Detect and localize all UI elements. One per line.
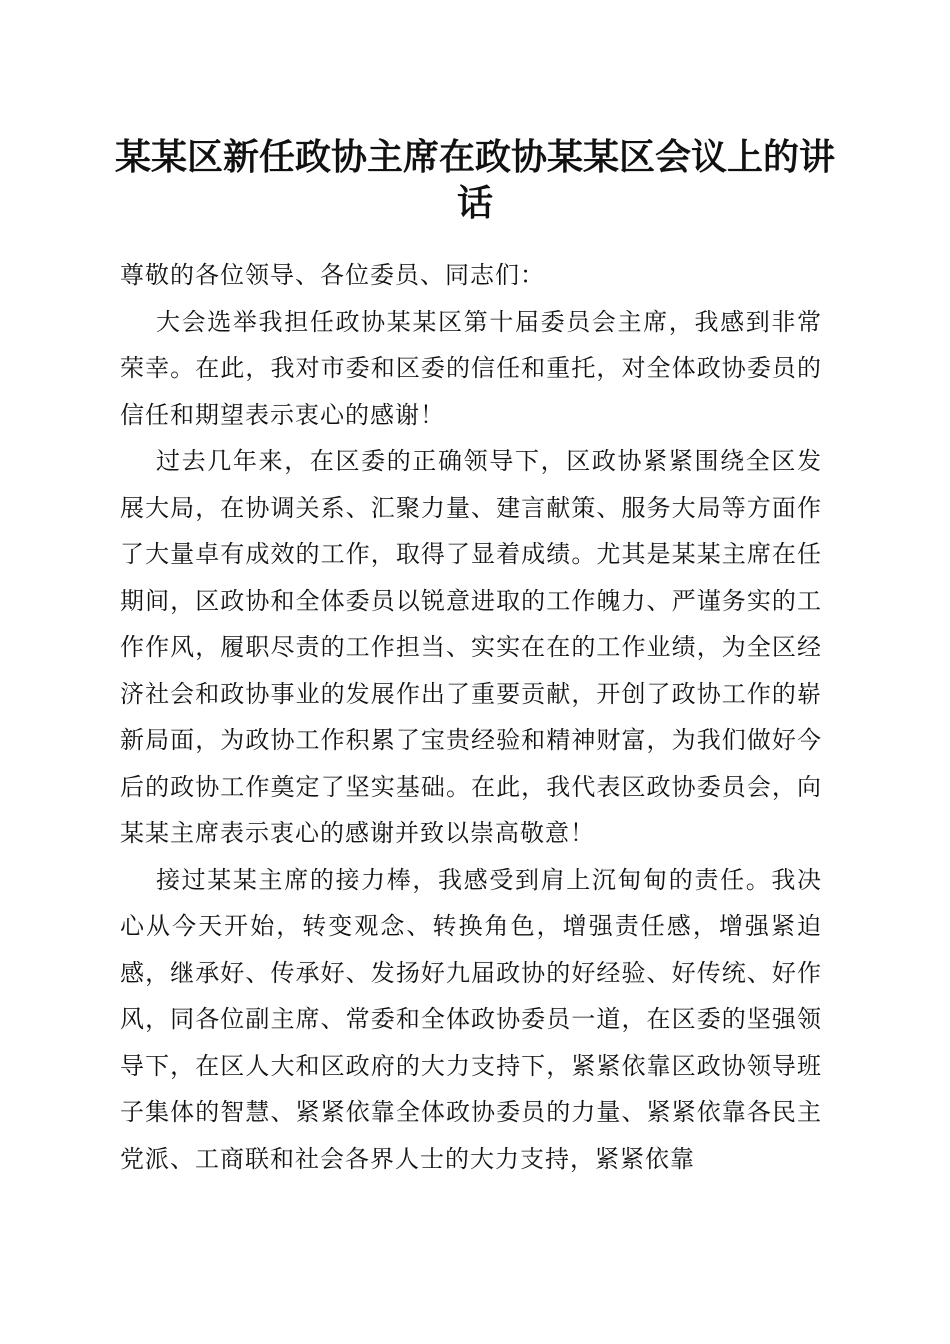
paragraph: 过去几年来，在区委的正确领导下，区政协紧紧围绕全区发展大局，在协调关系、汇聚力量、建言献策、服务大局等方面作了大量卓有成效的工作，取得了显着成绩。尤其是某某主席在任期间，区政协和全体委员以锐意进取的工作魄力、严谨务实的工作作风，履职尽责的工作担当、实实在在的工作业绩，为全区经济社会和政协事业的发展作出了重要贡献，开创了政协工作的崭新局面，为政协工作积累了宝贵经验和精神财富，为我们做好今后的政协工作奠定了坚实基础。在此，我代表区政协委员会，向某某主席表示衷心的感谢并致以崇高敬意！	[120, 447, 822, 847]
salutation: 尊敬的各位领导、各位委员、同志们：	[120, 261, 545, 289]
document-title: 某某区新任政协主席在政协某某区会议上的讲话	[114, 136, 835, 224]
paragraph: 接过某某主席的接力棒，我感受到肩上沉甸甸的责任。我决心从今天开始，转变观念、转换角色，增强责任感，增强紧迫感，继承好、传承好、发扬好九届政协的好经验、好传统、好作风，同各位副主席、常委和全体政协委员一道，在区委的坚强领导下，在区人大和区政府的大力支持下，紧紧依靠区政协领导班子集体的智慧、紧紧依靠全体政协委员的力量、紧紧依靠各民主党派、工商联和社会各界人士的大力支持，紧紧依靠	[120, 865, 822, 1173]
paragraph: 大会选举我担任政协某某区第十届委员会主席，我感到非常荣幸。在此，我对市委和区委的信任和重托，对全体政协委员的信任和期望表示衷心的感谢！	[120, 307, 822, 429]
document-body	[120, 252, 822, 1182]
